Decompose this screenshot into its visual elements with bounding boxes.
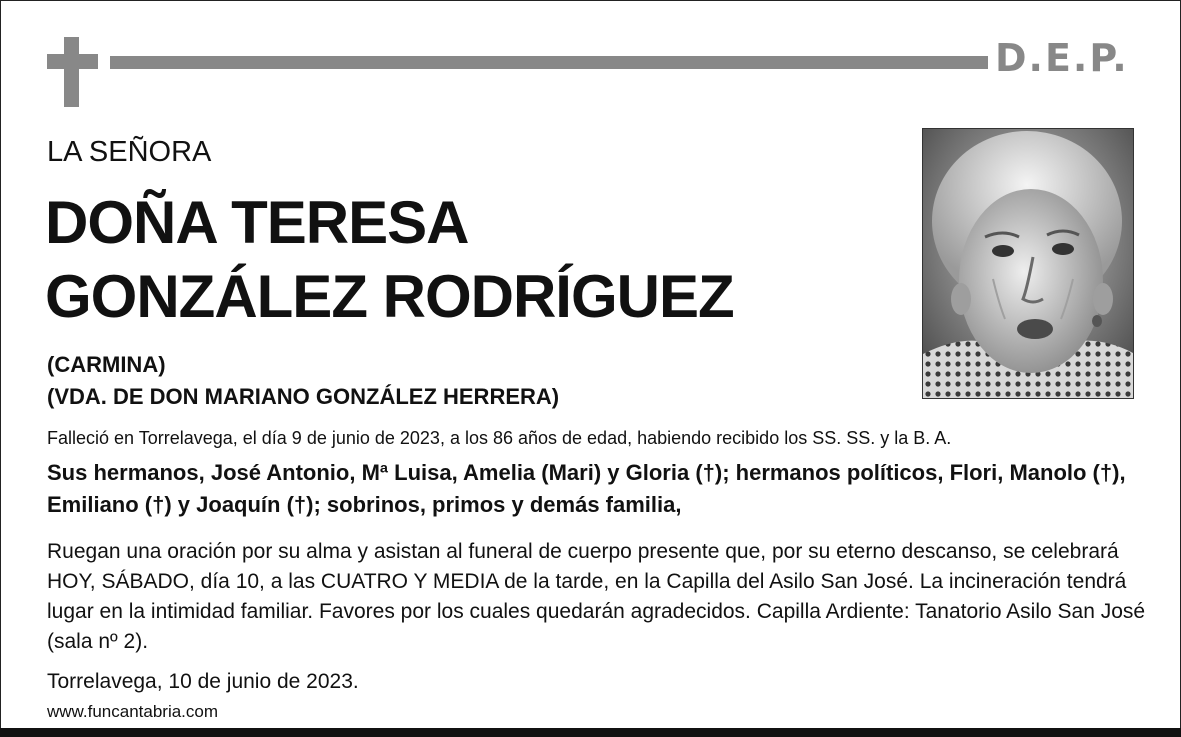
- death-info: Falleció en Torrelavega, el día 9 de junio de 2023, a los 86 años de edad, habiendo recibido los SS. SS. y la B. A.: [47, 428, 952, 448]
- header-rule: [110, 56, 988, 69]
- deceased-name-line1: DOÑA TERESA: [45, 189, 469, 256]
- bottom-bar: [0, 728, 1181, 737]
- family-list: Sus hermanos, José Antonio, Mª Luisa, Amelia (Mari) y Gloria (†); hermanos políticos, Flori, Manolo (†), Emiliano (†) y Joaquín (†); sobrinos, primos y demás familia,: [47, 460, 1126, 517]
- website-link[interactable]: www.funcantabria.com: [47, 702, 219, 721]
- honorific-title: LA SEÑORA: [47, 136, 212, 168]
- dep-label: D.E.P.: [995, 36, 1129, 80]
- funeral-details: Ruegan una oración por su alma y asistan al funeral de cuerpo presente que, por su eterno descanso, se celebrará HOY, SÁBADO, día 10, a las CUATRO Y MEDIA de la tarde, en la Capilla del Asilo San José. La incineración tendrá lugar en la intimidad familiar. Favores por los cuales quedarán agradecidos. Capilla Ardiente: Tanatorio Asilo San José (sala nº 2).: [47, 540, 1146, 653]
- portrait-image: [923, 129, 1134, 399]
- nickname: (CARMINA): [47, 352, 166, 377]
- deceased-name-line2: GONZÁLEZ RODRÍGUEZ: [45, 263, 734, 330]
- widow-of: (VDA. DE DON MARIANO GONZÁLEZ HERRERA): [47, 384, 560, 409]
- cross-icon: [64, 37, 79, 107]
- cross-icon-arm: [47, 54, 98, 69]
- place-date: Torrelavega, 10 de junio de 2023.: [47, 670, 359, 693]
- portrait-photo: [922, 128, 1134, 399]
